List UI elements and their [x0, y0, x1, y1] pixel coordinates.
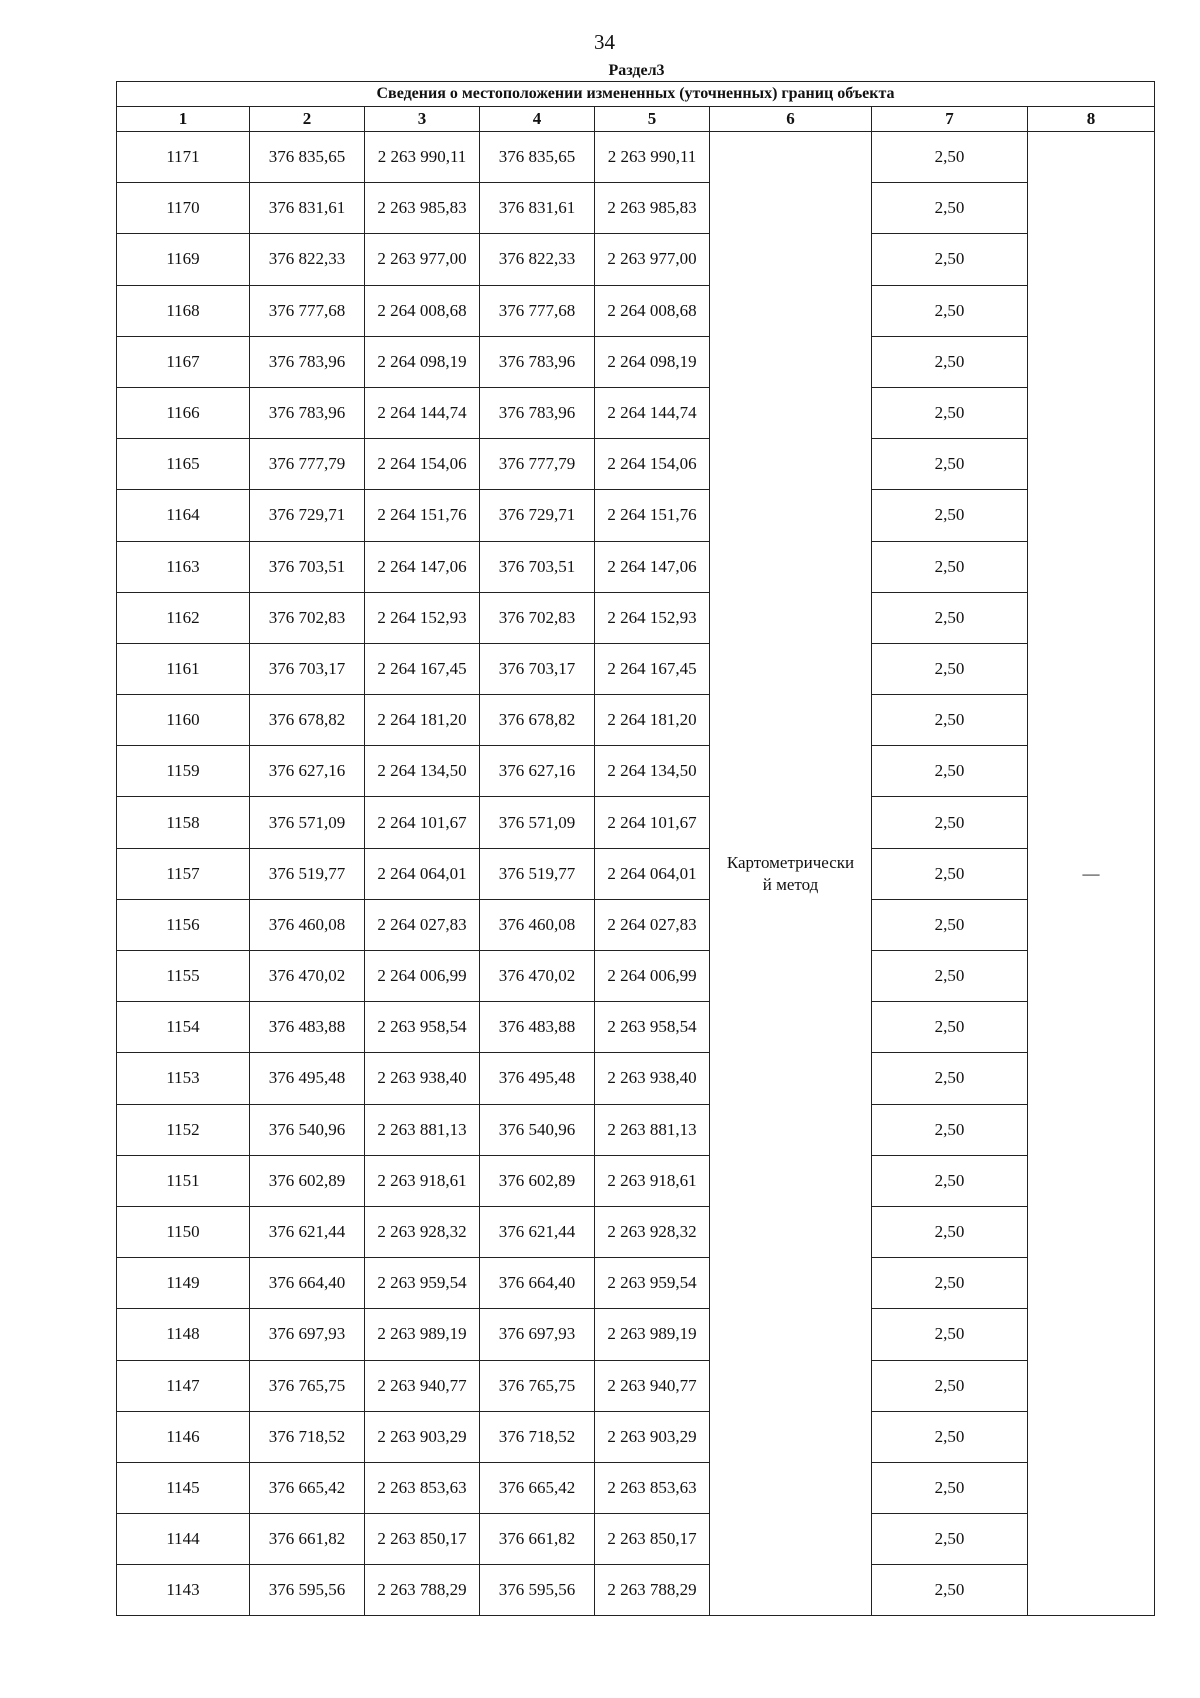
column-header: 5 — [595, 107, 710, 132]
point-number-cell: 1164 — [117, 490, 250, 541]
point-number-cell: 1143 — [117, 1565, 250, 1616]
table-row — [117, 1462, 1155, 1513]
accuracy-cell: 2,50 — [872, 746, 1028, 797]
accuracy-cell: 2,50 — [872, 285, 1028, 336]
x-new-cell: 376 702,83 — [480, 592, 595, 643]
method-line: Картометрически — [726, 852, 855, 872]
accuracy-cell: 2,50 — [872, 490, 1028, 541]
accuracy-cell: 2,50 — [872, 387, 1028, 438]
table-row — [117, 1206, 1155, 1257]
y-new-cell: 2 263 977,00 — [595, 234, 710, 285]
table-row — [117, 490, 1155, 541]
column-header: 3 — [365, 107, 480, 132]
table-row — [117, 183, 1155, 234]
accuracy-cell: 2,50 — [872, 132, 1028, 183]
y-new-cell: 2 264 006,99 — [595, 951, 710, 1002]
page-number: 34 — [594, 30, 615, 54]
point-number-cell: 1161 — [117, 643, 250, 694]
accuracy-cell: 2,50 — [872, 183, 1028, 234]
x-new-cell: 376 519,77 — [480, 848, 595, 899]
x-old-cell: 376 664,40 — [250, 1258, 365, 1309]
point-number-cell: 1154 — [117, 1002, 250, 1053]
x-old-cell: 376 483,88 — [250, 1002, 365, 1053]
accuracy-cell: 2,50 — [872, 1309, 1028, 1360]
accuracy-cell: 2,50 — [872, 541, 1028, 592]
y-new-cell: 2 264 144,74 — [595, 387, 710, 438]
y-new-cell: 2 264 152,93 — [595, 592, 710, 643]
accuracy-cell: 2,50 — [872, 1104, 1028, 1155]
accuracy-cell: 2,50 — [872, 643, 1028, 694]
y-old-cell: 2 263 918,61 — [365, 1155, 480, 1206]
point-number-cell: 1146 — [117, 1411, 250, 1462]
y-new-cell: 2 264 098,19 — [595, 336, 710, 387]
point-number-cell: 1149 — [117, 1258, 250, 1309]
accuracy-cell: 2,50 — [872, 899, 1028, 950]
point-number-cell: 1165 — [117, 439, 250, 490]
y-new-cell: 2 263 985,83 — [595, 183, 710, 234]
point-number-cell: 1148 — [117, 1309, 250, 1360]
y-new-cell: 2 264 008,68 — [595, 285, 710, 336]
point-number-cell: 1147 — [117, 1360, 250, 1411]
y-old-cell: 2 263 928,32 — [365, 1206, 480, 1257]
y-old-cell: 2 264 098,19 — [365, 336, 480, 387]
y-new-cell: 2 264 027,83 — [595, 899, 710, 950]
point-number-cell: 1156 — [117, 899, 250, 950]
column-header: 6 — [710, 107, 872, 132]
y-old-cell: 2 263 881,13 — [365, 1104, 480, 1155]
x-new-cell: 376 765,75 — [480, 1360, 595, 1411]
y-new-cell: 2 264 134,50 — [595, 746, 710, 797]
column-header: 8 — [1028, 107, 1155, 132]
table-row — [117, 234, 1155, 285]
table-row — [117, 848, 1155, 899]
table-row — [117, 1053, 1155, 1104]
y-new-cell: 2 263 958,54 — [595, 1002, 710, 1053]
x-old-cell: 376 602,89 — [250, 1155, 365, 1206]
table-row — [117, 285, 1155, 336]
accuracy-cell: 2,50 — [872, 1258, 1028, 1309]
x-old-cell: 376 702,83 — [250, 592, 365, 643]
y-old-cell: 2 263 989,19 — [365, 1309, 480, 1360]
y-old-cell: 2 264 181,20 — [365, 695, 480, 746]
y-old-cell: 2 263 938,40 — [365, 1053, 480, 1104]
table-row — [117, 695, 1155, 746]
point-number-cell: 1163 — [117, 541, 250, 592]
y-new-cell: 2 264 064,01 — [595, 848, 710, 899]
point-number-cell: 1162 — [117, 592, 250, 643]
accuracy-cell: 2,50 — [872, 234, 1028, 285]
accuracy-cell: 2,50 — [872, 1360, 1028, 1411]
table-row — [117, 336, 1155, 387]
x-old-cell: 376 571,09 — [250, 797, 365, 848]
column-header: 2 — [250, 107, 365, 132]
point-number-cell: 1160 — [117, 695, 250, 746]
x-new-cell: 376 783,96 — [480, 336, 595, 387]
y-old-cell: 2 264 134,50 — [365, 746, 480, 797]
accuracy-cell: 2,50 — [872, 848, 1028, 899]
point-number-cell: 1158 — [117, 797, 250, 848]
y-old-cell: 2 263 853,63 — [365, 1462, 480, 1513]
x-old-cell: 376 703,51 — [250, 541, 365, 592]
x-new-cell: 376 602,89 — [480, 1155, 595, 1206]
y-new-cell: 2 263 928,32 — [595, 1206, 710, 1257]
y-old-cell: 2 263 903,29 — [365, 1411, 480, 1462]
y-old-cell: 2 264 101,67 — [365, 797, 480, 848]
x-new-cell: 376 703,51 — [480, 541, 595, 592]
table-row — [117, 387, 1155, 438]
x-new-cell: 376 495,48 — [480, 1053, 595, 1104]
y-new-cell: 2 263 903,29 — [595, 1411, 710, 1462]
point-number-cell: 1170 — [117, 183, 250, 234]
x-new-cell: 376 483,88 — [480, 1002, 595, 1053]
y-old-cell: 2 263 985,83 — [365, 183, 480, 234]
x-old-cell: 376 697,93 — [250, 1309, 365, 1360]
table-row — [117, 797, 1155, 848]
accuracy-cell: 2,50 — [872, 951, 1028, 1002]
y-old-cell: 2 264 154,06 — [365, 439, 480, 490]
x-new-cell: 376 661,82 — [480, 1514, 595, 1565]
point-number-cell: 1166 — [117, 387, 250, 438]
accuracy-cell: 2,50 — [872, 1206, 1028, 1257]
y-new-cell: 2 263 989,19 — [595, 1309, 710, 1360]
table-row — [117, 643, 1155, 694]
point-number-cell: 1145 — [117, 1462, 250, 1513]
x-old-cell: 376 835,65 — [250, 132, 365, 183]
point-number-cell: 1169 — [117, 234, 250, 285]
point-number-cell: 1144 — [117, 1514, 250, 1565]
x-new-cell: 376 621,44 — [480, 1206, 595, 1257]
y-new-cell: 2 263 940,77 — [595, 1360, 710, 1411]
y-old-cell: 2 264 147,06 — [365, 541, 480, 592]
table-row — [117, 1514, 1155, 1565]
x-old-cell: 376 765,75 — [250, 1360, 365, 1411]
x-new-cell: 376 777,68 — [480, 285, 595, 336]
x-new-cell: 376 678,82 — [480, 695, 595, 746]
column-header-row — [117, 107, 1155, 132]
y-new-cell: 2 264 167,45 — [595, 643, 710, 694]
y-new-cell: 2 264 154,06 — [595, 439, 710, 490]
accuracy-cell: 2,50 — [872, 336, 1028, 387]
y-new-cell: 2 263 938,40 — [595, 1053, 710, 1104]
accuracy-cell: 2,50 — [872, 592, 1028, 643]
x-new-cell: 376 664,40 — [480, 1258, 595, 1309]
x-old-cell: 376 718,52 — [250, 1411, 365, 1462]
x-old-cell: 376 470,02 — [250, 951, 365, 1002]
table-row — [117, 1360, 1155, 1411]
table-caption: Сведения о местоположении измененных (уточненных) границ объекта — [117, 82, 1155, 107]
y-old-cell: 2 263 788,29 — [365, 1565, 480, 1616]
accuracy-cell: 2,50 — [872, 1565, 1028, 1616]
table-row — [117, 951, 1155, 1002]
x-new-cell: 376 595,56 — [480, 1565, 595, 1616]
table-caption-row — [117, 82, 1155, 107]
accuracy-cell: 2,50 — [872, 695, 1028, 746]
y-new-cell: 2 263 788,29 — [595, 1565, 710, 1616]
x-old-cell: 376 495,48 — [250, 1053, 365, 1104]
y-new-cell: 2 263 959,54 — [595, 1258, 710, 1309]
x-old-cell: 376 783,96 — [250, 387, 365, 438]
x-new-cell: 376 627,16 — [480, 746, 595, 797]
x-new-cell: 376 729,71 — [480, 490, 595, 541]
x-old-cell: 376 661,82 — [250, 1514, 365, 1565]
y-old-cell: 2 264 151,76 — [365, 490, 480, 541]
table-row — [117, 746, 1155, 797]
x-new-cell: 376 470,02 — [480, 951, 595, 1002]
x-old-cell: 376 777,79 — [250, 439, 365, 490]
x-new-cell: 376 697,93 — [480, 1309, 595, 1360]
x-new-cell: 376 665,42 — [480, 1462, 595, 1513]
y-new-cell: 2 264 101,67 — [595, 797, 710, 848]
x-new-cell: 376 460,08 — [480, 899, 595, 950]
method-cell — [710, 132, 872, 1616]
x-old-cell: 376 678,82 — [250, 695, 365, 746]
accuracy-cell: 2,50 — [872, 1002, 1028, 1053]
x-new-cell: 376 822,33 — [480, 234, 595, 285]
y-old-cell: 2 264 152,93 — [365, 592, 480, 643]
point-number-cell: 1167 — [117, 336, 250, 387]
column-header: 4 — [480, 107, 595, 132]
y-new-cell: 2 263 918,61 — [595, 1155, 710, 1206]
table-row — [117, 1565, 1155, 1616]
accuracy-cell: 2,50 — [872, 439, 1028, 490]
table-row — [117, 1258, 1155, 1309]
x-old-cell: 376 729,71 — [250, 490, 365, 541]
table-row — [117, 439, 1155, 490]
y-old-cell: 2 264 144,74 — [365, 387, 480, 438]
x-old-cell: 376 540,96 — [250, 1104, 365, 1155]
y-new-cell: 2 263 853,63 — [595, 1462, 710, 1513]
point-number-cell: 1155 — [117, 951, 250, 1002]
accuracy-cell: 2,50 — [872, 1155, 1028, 1206]
point-number-cell: 1152 — [117, 1104, 250, 1155]
section-title: Раздел3 — [608, 62, 665, 79]
method-line: й метод — [762, 874, 819, 894]
x-old-cell: 376 665,42 — [250, 1462, 365, 1513]
x-new-cell: 376 703,17 — [480, 643, 595, 694]
x-old-cell: 376 621,44 — [250, 1206, 365, 1257]
point-number-cell: 1153 — [117, 1053, 250, 1104]
boundary-table — [116, 81, 1155, 1616]
column-header: 1 — [117, 107, 250, 132]
accuracy-cell: 2,50 — [872, 1514, 1028, 1565]
x-new-cell: 376 783,96 — [480, 387, 595, 438]
table-row — [117, 899, 1155, 950]
accuracy-cell: 2,50 — [872, 797, 1028, 848]
y-new-cell: 2 264 181,20 — [595, 695, 710, 746]
x-old-cell: 376 460,08 — [250, 899, 365, 950]
accuracy-cell: 2,50 — [872, 1411, 1028, 1462]
x-new-cell: 376 718,52 — [480, 1411, 595, 1462]
x-old-cell: 376 777,68 — [250, 285, 365, 336]
y-old-cell: 2 263 850,17 — [365, 1514, 480, 1565]
point-number-cell: 1159 — [117, 746, 250, 797]
point-number-cell: 1171 — [117, 132, 250, 183]
table-row — [117, 1104, 1155, 1155]
y-old-cell: 2 263 977,00 — [365, 234, 480, 285]
y-old-cell: 2 264 027,83 — [365, 899, 480, 950]
y-new-cell: 2 263 881,13 — [595, 1104, 710, 1155]
point-number-cell: 1150 — [117, 1206, 250, 1257]
point-number-cell: 1157 — [117, 848, 250, 899]
accuracy-cell: 2,50 — [872, 1462, 1028, 1513]
x-new-cell: 376 571,09 — [480, 797, 595, 848]
x-old-cell: 376 595,56 — [250, 1565, 365, 1616]
y-new-cell: 2 263 990,11 — [595, 132, 710, 183]
x-old-cell: 376 831,61 — [250, 183, 365, 234]
x-old-cell: 376 519,77 — [250, 848, 365, 899]
y-new-cell: 2 263 850,17 — [595, 1514, 710, 1565]
note-cell: — — [1028, 132, 1155, 1616]
y-new-cell: 2 264 147,06 — [595, 541, 710, 592]
x-old-cell: 376 822,33 — [250, 234, 365, 285]
y-old-cell: 2 264 008,68 — [365, 285, 480, 336]
x-old-cell: 376 703,17 — [250, 643, 365, 694]
y-old-cell: 2 264 064,01 — [365, 848, 480, 899]
table-row — [117, 1002, 1155, 1053]
point-number-cell: 1151 — [117, 1155, 250, 1206]
x-new-cell: 376 831,61 — [480, 183, 595, 234]
column-header: 7 — [872, 107, 1028, 132]
y-old-cell: 2 263 990,11 — [365, 132, 480, 183]
point-number-cell: 1168 — [117, 285, 250, 336]
accuracy-cell: 2,50 — [872, 1053, 1028, 1104]
x-new-cell: 376 835,65 — [480, 132, 595, 183]
y-old-cell: 2 263 940,77 — [365, 1360, 480, 1411]
table-row — [117, 592, 1155, 643]
y-old-cell: 2 263 958,54 — [365, 1002, 480, 1053]
y-old-cell: 2 264 006,99 — [365, 951, 480, 1002]
y-new-cell: 2 264 151,76 — [595, 490, 710, 541]
y-old-cell: 2 263 959,54 — [365, 1258, 480, 1309]
x-new-cell: 376 540,96 — [480, 1104, 595, 1155]
y-old-cell: 2 264 167,45 — [365, 643, 480, 694]
table-row — [117, 1411, 1155, 1462]
table-row — [117, 1309, 1155, 1360]
table-row — [117, 541, 1155, 592]
table-row — [117, 132, 1155, 183]
table-row — [117, 1155, 1155, 1206]
x-old-cell: 376 627,16 — [250, 746, 365, 797]
x-old-cell: 376 783,96 — [250, 336, 365, 387]
x-new-cell: 376 777,79 — [480, 439, 595, 490]
